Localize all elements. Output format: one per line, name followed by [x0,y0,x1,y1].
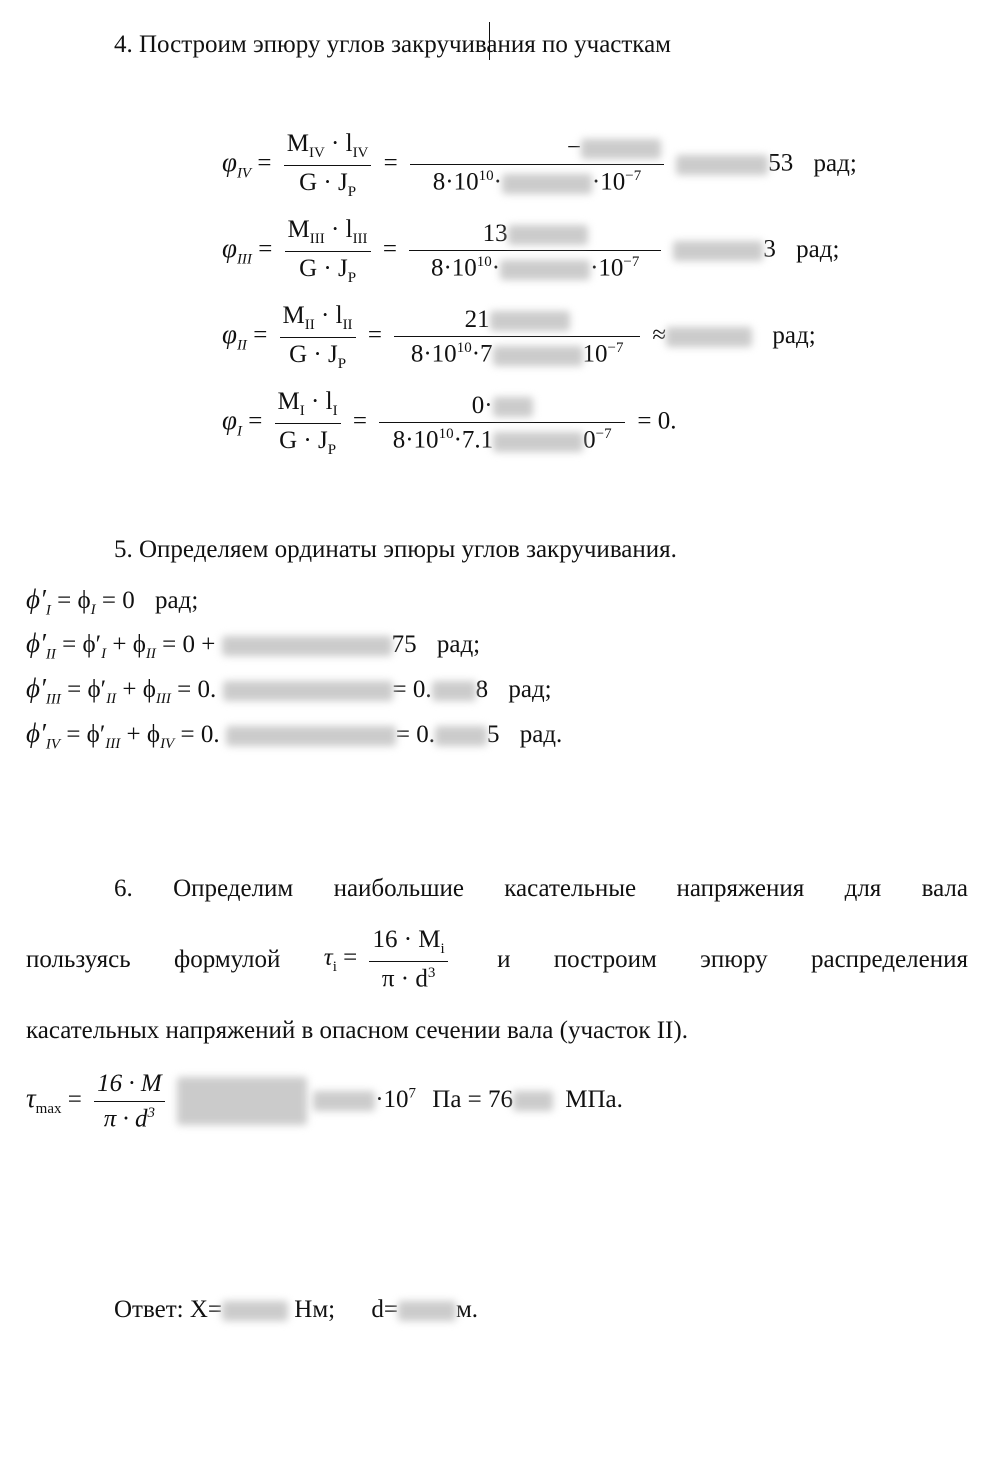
section-6-line-1: 6. Определим наибольшие касательные напряжения для вала [114,875,968,902]
fraction-ml-gjp: $\frac{M_{III} \cdot l_{III}}{G \cdot J_P}$ [285,216,371,286]
formula-phi-iii: $\varphi_{III}$ = $\frac{M_{III} \cdot l_{III}}{G \cdot J_P}$ = $\frac{13}{8\cdot 10^{10}\cdot \cdot 10^{-7}}$ 3 рад; [222,216,840,286]
fraction-ml-gjp: $\frac{M_{IV} \cdot l_{IV}}{G \cdot J_P}$ [284,130,372,200]
tau-i-formula: $\tau_i$ = $\frac{16 \cdot M_i}{\pi \cdot d^3}$ [324,926,454,992]
formula-tau-max: $\tau_{max}$ = $\frac{16 \cdot M}{\pi \cdot d^3}$ $\cdot 10^7$ Па = 76 МПа. [26,1070,623,1132]
fraction-values: $\frac{0\cdot}{8\cdot 10^{10}\cdot 7.1 0^{-7}}$ [379,392,625,454]
formula-phi-ii: $\varphi_{II}$ = $\frac{M_{II} \cdot l_{II}}{G \cdot J_P}$ = $\frac{21}{8\cdot 10^{10}\cdot 7 10^{-7}}$ ≈ рад; [222,302,816,372]
ordinate-ii: $\phi'_{II} = \phi'_I + \phi_{II} = 0 + 75$ рад; [26,628,481,663]
ordinate-iii: $\phi'_{III} = \phi'_{II} + \phi_{III} = 0$. = 0. 8 рад; [26,673,552,708]
formula-phi-i: $\varphi_I$ = $\frac{M_I \cdot l_I}{G \cdot J_P}$ = $\frac{0\cdot}{8\cdot 10^{10}\cdot 7.1 0^{-7}}$ = 0. [222,388,677,458]
section-6-line-3: касательных напряжений в опасном сечении вала (участок II). [26,1017,688,1044]
heading-section-5: 5. Определяем ординаты эпюры углов закручивания. [114,536,677,563]
fraction-ml-gjp: $\frac{M_{II} \cdot l_{II}}{G \cdot J_P}$ [280,302,356,372]
formula-phi-iv: $\varphi_{IV}$ = $\frac{M_{IV} \cdot l_{IV}}{G \cdot J_P}$ = $\frac{-}{8\cdot 10^{10}\cdot \cdot 10^{-7}}$ 53 рад; [222,130,857,200]
fraction-values: $\frac{13}{8\cdot 10^{10}\cdot \cdot 10^{-7}}$ [409,220,661,282]
phi-symbol: $\varphi_I$ [222,404,242,440]
heading-section-4: 4. Построим эпюру углов закручивания по участкам [114,31,671,58]
fraction-values: $\frac{-}{8\cdot 10^{10}\cdot \cdot 10^{-7}}$ [410,134,664,196]
section-6-line-2: пользуясь формулой $\tau_i$ = $\frac{16 \cdot M_i}{\pi \cdot d^3}$ и построим эпюру распределения [26,926,968,992]
ordinate-iv: $\phi'_{IV} = \phi'_{III} + \phi_{IV} = 0$. = 0. 5 рад. [26,718,563,753]
ordinate-i: $\phi'_I = \phi_I = 0$ рад; [26,584,199,619]
fraction-values: $\frac{21}{8\cdot 10^{10}\cdot 7 10^{-7}}$ [394,306,640,368]
phi-symbol: $\varphi_{III}$ [222,232,252,268]
fraction-ml-gjp: $\frac{M_I \cdot l_I}{G \cdot J_P}$ [275,388,341,458]
phi-symbol: $\varphi_{II}$ [222,318,247,354]
answer-line: Ответ: X= Нм; d= м. [114,1296,479,1323]
phi-symbol: $\varphi_{IV}$ [222,146,252,182]
